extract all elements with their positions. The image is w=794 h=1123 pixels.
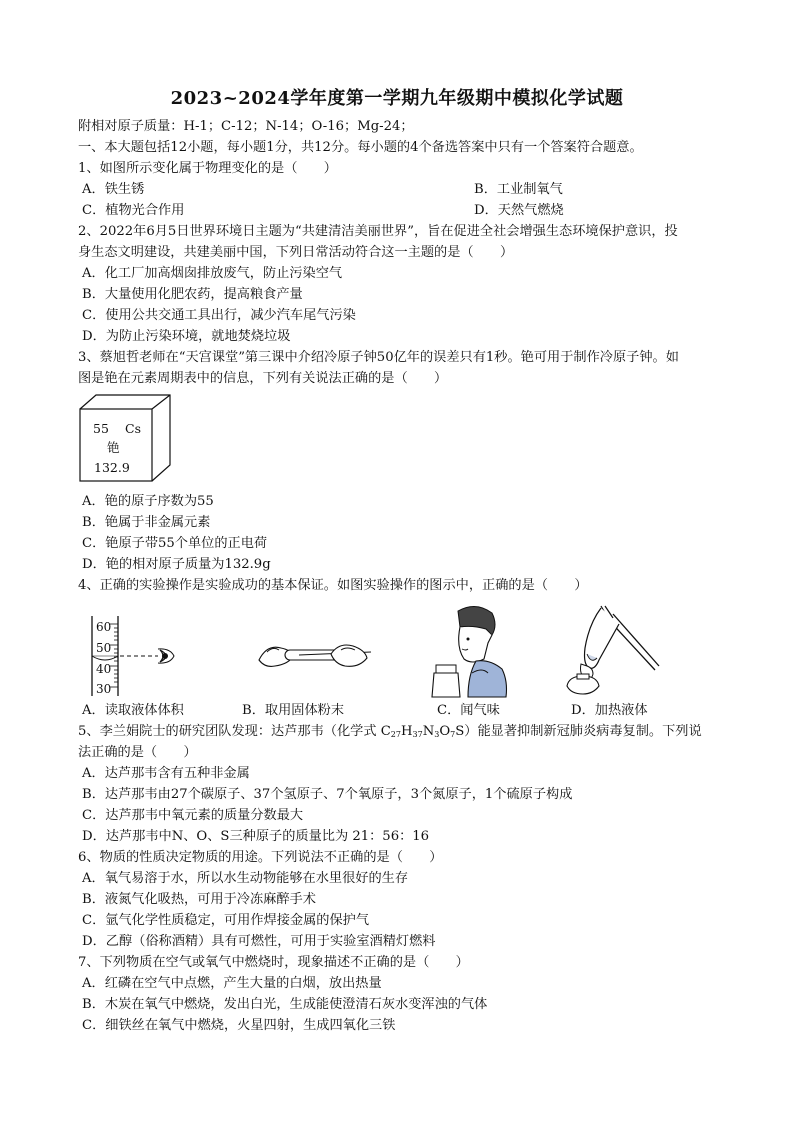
q2-option-c: C．使用公共交通工具出行，减少汽车尾气污染 <box>82 308 356 323</box>
formula-subscript-c: 27 <box>390 730 401 739</box>
q1-option-c: C．植物光合作用 <box>82 203 185 218</box>
cesium-symbol: Cs <box>125 421 141 436</box>
q7-option-b: B．木炭在氧气中燃烧，发出白光，生成能使澄清石灰水变浑浊的气体 <box>82 997 488 1012</box>
q2-option-b: B．大量使用化肥农药，提高粮食产量 <box>82 287 303 302</box>
q7-option-c: C．细铁丝在氧气中燃烧，火星四射，生成四氧化三铁 <box>82 1018 396 1033</box>
q3-stem-line2: 图是铯在元素周期表中的信息，下列有关说法正确的是（ ） <box>78 371 448 386</box>
q5-option-c: C．达芦那韦中氧元素的质量分数最大 <box>82 808 304 823</box>
q3-option-c: C．铯原子带55个单位的正电荷 <box>82 536 268 551</box>
figure-b-caption: B．取用固体粉末 <box>242 703 345 718</box>
q5-stem-line1 <box>78 723 702 744</box>
tick-label-40: 40 <box>96 662 112 676</box>
q5-option-d: D．达芦那韦中N、O、S三种原子的质量比为 21：56：16 <box>82 829 430 844</box>
q2-option-d: D．为防止污染环境，就地焚烧垃圾 <box>82 329 291 344</box>
formula-subscript-h: 37 <box>412 730 423 739</box>
atomic-mass-note: 附相对原子质量：H-1；C-12；N-14；O-16；Mg-24； <box>78 119 414 134</box>
section-heading: 一、本大题包括12小题，每小题1分，共12分。每小题的4个备选答案中只有一个答案符合题意。 <box>78 140 643 155</box>
q1-stem: 1、如图所示变化属于物理变化的是（ ） <box>78 161 337 176</box>
q1-option-d: D．天然气燃烧 <box>474 203 564 218</box>
formula-o: O <box>439 724 451 739</box>
q3-option-a: A．铯的原子序数为55 <box>82 494 214 509</box>
formula-h: H <box>400 724 413 739</box>
page-title: 2023~2024学年度第一学期九年级期中模拟化学试题 <box>170 88 624 109</box>
formula-s: S） <box>455 724 478 739</box>
q3-option-b: B．铯属于非金属元素 <box>82 515 211 530</box>
cesium-name: 铯 <box>107 440 120 455</box>
q2-stem-line2: 身生态文明建设，共建美丽中国，下列日常活动符合这一主题的是（ ） <box>78 245 514 260</box>
q4-stem: 4、正确的实验操作是实验成功的基本保证。如图实验操作的图示中，正确的是（ ） <box>78 578 588 593</box>
q1-option-b: B．工业制氧气 <box>474 182 563 197</box>
cesium-atomic-number: 55 <box>93 421 109 436</box>
figure-a-caption: A．读取液体体积 <box>82 703 184 718</box>
figure-c-caption: C．闻气味 <box>437 703 500 718</box>
formula-subscript-o: 7 <box>450 730 456 739</box>
figure-d-caption: D．加热液体 <box>571 703 648 718</box>
tick-label-60: 60 <box>96 620 112 634</box>
figure-c-smell <box>432 603 512 699</box>
q5-stem-line2: 法正确的是（ ） <box>78 745 197 760</box>
q6-option-b: B．液氮气化吸热，可用于冷冻麻醉手术 <box>82 892 316 907</box>
q2-option-a: A．化工厂加高烟囱排放废气，防止污染空气 <box>82 266 343 281</box>
q6-option-c: C．氩气化学性质稳定，可用作焊接金属的保护气 <box>82 913 370 928</box>
figure-d-heating <box>563 606 663 698</box>
tick-label-30: 30 <box>96 682 112 696</box>
cesium-atomic-mass: 132.9 <box>94 460 130 475</box>
q7-stem: 7、下列物质在空气或氧气中燃烧时，现象描述不正确的是（ ） <box>78 955 469 970</box>
figure-b-powder <box>255 630 375 680</box>
q6-option-d: D．乙醇（俗称酒精）具有可燃性，可用于实验室酒精灯燃料 <box>82 934 436 949</box>
q5-stem-start: 5、李兰娟院士的研究团队发现：达芦那韦（化学式 C <box>78 724 391 739</box>
q5-option-b: B．达芦那韦由27个碳原子、37个氢原子、7个氧原子，3个氮原子，1个硫原子构成 <box>82 787 573 802</box>
formula-n: N <box>422 724 435 739</box>
q6-option-a: A．氧气易溶于水，所以水生动物能够在水里很好的生存 <box>82 871 409 886</box>
q5-stem-end: 能显著抑制新冠肺炎病毒复制。下列说 <box>477 724 702 739</box>
q2-stem-line1: 2、2022年6月5日世界环境日主题为“共建清洁美丽世界”，旨在促进全社会增强生态环境保护意识，投 <box>78 224 678 239</box>
tick-label-50: 50 <box>96 641 112 655</box>
q3-option-d: D．铯的相对原子质量为132.9g <box>82 557 271 572</box>
q1-option-a: A．铁生锈 <box>82 182 145 197</box>
q3-stem-line1: 3、蔡旭哲老师在“天宫课堂”第三课中介绍冷原子钟50亿年的误差只有1秒。铯可用于制作冷原子钟。如 <box>78 350 679 365</box>
formula-subscript-n: 3 <box>434 730 440 739</box>
q6-stem: 6、物质的性质决定物质的用途。下列说法不正确的是（ ） <box>78 850 443 865</box>
q7-option-a: A．红磷在空气中点燃，产生大量的白烟，放出热量 <box>82 976 382 991</box>
q5-option-a: A．达芦那韦含有五种非金属 <box>82 766 250 781</box>
